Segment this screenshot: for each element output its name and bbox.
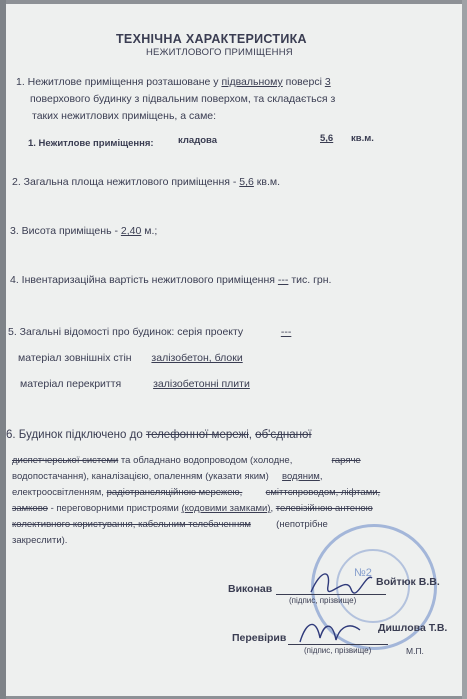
room-name: кладова [178, 135, 218, 146]
s5-series: --- [280, 326, 292, 338]
s3-label: 3. Висота приміщень - [10, 225, 118, 237]
s6-strike-united: об'єднаної [255, 429, 312, 441]
s6-line-3: водопостачання), каналізацією, опаленням (указати яким) [12, 471, 269, 482]
s1-text-a: 1. Нежитлове приміщення розташоване у [16, 76, 219, 88]
stamp-number: №2 [354, 567, 372, 579]
document-subtitle: НЕЖИТЛОВОГО ПРИМІЩЕННЯ [146, 47, 293, 58]
s1-line-3: таких нежитлових приміщень, а саме: [32, 110, 217, 122]
s6-code-locks: (кодовими замками) [181, 503, 271, 514]
s6-line-5: - переговорними пристроями [50, 503, 179, 514]
section-3 [10, 225, 157, 237]
s4-label: 4. Інвентаризаційна вартість нежитлового приміщення [10, 274, 275, 286]
s6-strike-cable: колективного користування, кабельним телебаченням [12, 519, 251, 530]
s6-line-2: та обладнано водопроводом (холодне, [120, 455, 293, 466]
room-area-unit: кв.м. [351, 133, 374, 144]
s1-line-2: поверхового будинку з підвальним поверхом, та складається з [30, 93, 336, 105]
s4-unit: тис. грн. [291, 274, 332, 286]
s6-strike-radio: радіотрансляційною мережею, [106, 487, 243, 498]
s3-unit: м.; [144, 225, 158, 237]
stamp-place-label: М.П. [406, 646, 424, 656]
s6-strike-hot: гаряче [331, 455, 361, 466]
photo-background-right [462, 0, 467, 699]
s2-unit: кв.м. [256, 176, 281, 188]
s5-floor-value: залізобетонні плити [153, 378, 250, 390]
section-4 [10, 274, 331, 286]
section-2 [12, 176, 280, 188]
s1-floors-value: 3 [324, 76, 331, 88]
checker-label: Перевірив [232, 632, 287, 644]
executor-signature [306, 564, 376, 600]
room-label: 1. Нежитлове приміщення: [28, 138, 154, 149]
s6-strike-tv: телевізійною антеною [275, 503, 373, 514]
document-page: ТЕХНІЧНА ХАРАКТЕРИСТИКА НЕЖИТЛОВОГО ПРИМІЩЕННЯ 1. Нежитлове приміщення розташоване у підвальному поверсі 3 поверхового будинку з підвальним поверхом, та складається з таких нежитлових приміщень, а саме: 1. Нежитлове приміщення: кладова 5,6 кв.м. 2. Загальна площа нежитлового приміщення - 5,6 кв.м. 3. Висота приміщень - 2,40 м.; 4. Інвентаризаційна вартість нежитлового приміщення --- тис. грн. 5. Загальні відомості про будинок: серія проекту --- матеріал зовнішніх стін залізобетон, блоки матеріал перекриття залізобетонні плити 6. Будинок підключено до телефонної мережі, об'єднаної диспетчерської системи та обладнано водопроводом (холодне, гаряче водопостачання), каналізацією, опаленням (указати яким) водяним, електроосвітленням, радіотрансляційною мережею, сміттєпроводом, ліфтами, замково - переговорними пристроями (кодовими замками), телевізійною антеною колективного користування, кабельним телебаченням (непотрібне закреслити). №2 Виконав Войтюк В.В. (підпис, прізвище) Перевірив Дишлова Т.В. (підпис, прізвище) М.П. [6, 4, 462, 696]
s6-strike-dispatch: диспетчерської системи [12, 455, 119, 466]
s4-value: --- [277, 274, 289, 286]
s6-text-a: 6. Будинок підключено до [6, 429, 143, 441]
s6-line-4: електроосвітленням, [12, 487, 104, 498]
s6-strike-garbage: сміттєпроводом, ліфтами, [265, 487, 381, 498]
s6-strike-phone: телефонної мережі [145, 429, 249, 441]
s2-value: 5,6 [239, 176, 254, 188]
s1-text-b: поверсі [285, 76, 322, 88]
document-title: ТЕХНІЧНА ХАРАКТЕРИСТИКА [116, 32, 307, 46]
s5-wall-label: матеріал зовнішніх стін [18, 352, 132, 364]
s2-label: 2. Загальна площа нежитлового приміщення - [12, 176, 237, 188]
s6-strike-lock: замково [12, 503, 48, 514]
s3-value: 2,40 [120, 225, 142, 237]
s5-wall-value: залізобетон, блоки [151, 352, 243, 364]
checker-name: Дишлова Т.В. [378, 622, 448, 634]
s6-heating-value: водяним [282, 471, 320, 482]
executor-label: Виконав [228, 583, 273, 595]
checker-caption: (підпис, прізвище) [304, 646, 372, 655]
s1-floor-value: підвальному [221, 76, 283, 88]
s5-floor-label: матеріал перекриття [20, 378, 122, 390]
executor-caption: (підпис, прізвище) [289, 596, 357, 605]
executor-name: Войтюк В.В. [376, 576, 440, 588]
s6-line-7: закреслити). [12, 535, 68, 546]
s6-line-6: (непотрібне [276, 519, 328, 530]
s5-label: 5. Загальні відомості про будинок: серія проекту [8, 326, 244, 338]
room-area: 5,6 [320, 133, 334, 144]
